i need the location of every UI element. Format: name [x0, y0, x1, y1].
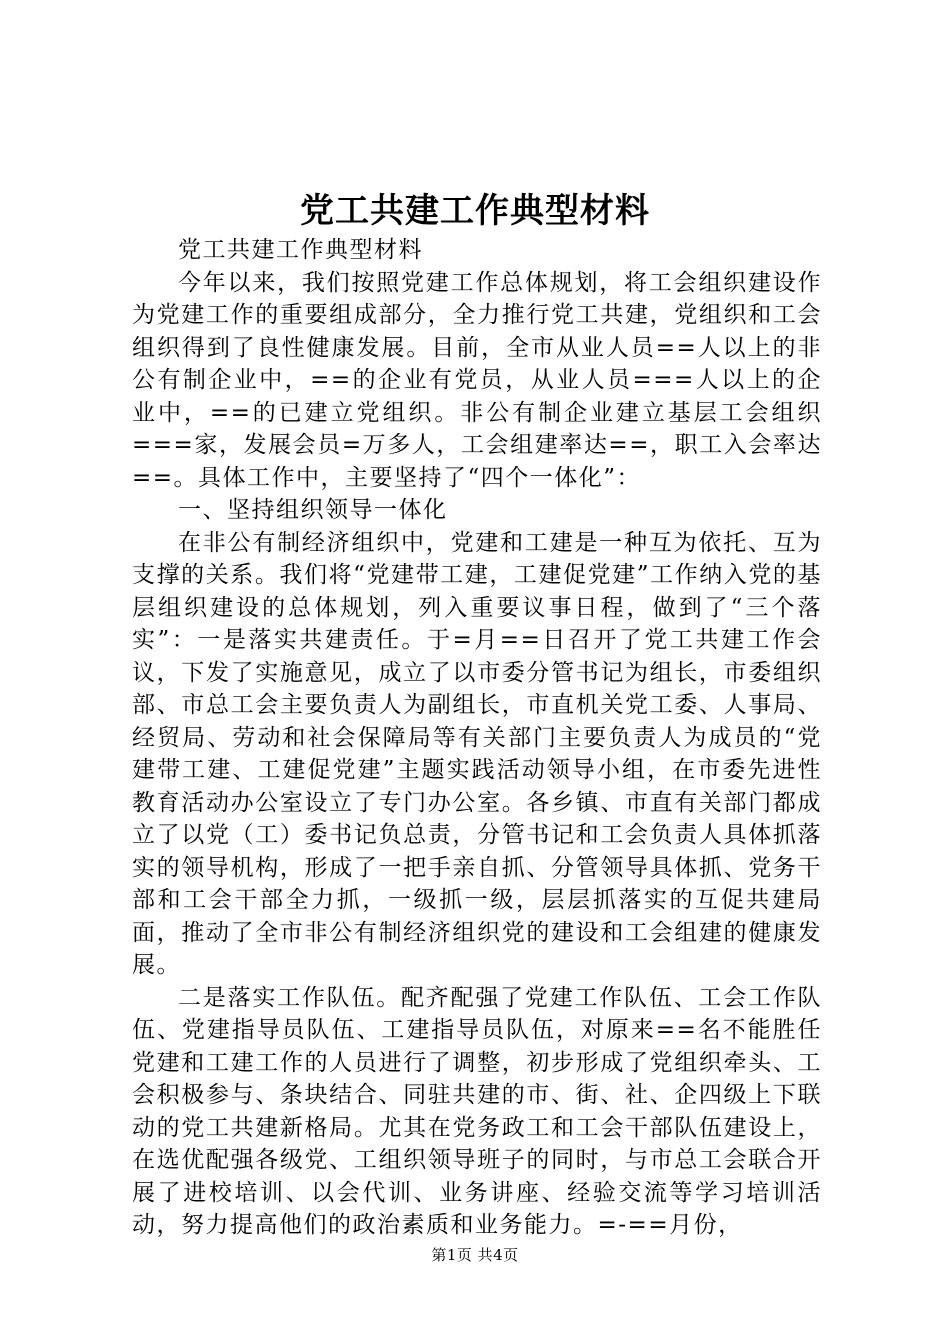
document-body [132, 234, 822, 1242]
page-footer: 第1页 共4页 [431, 1246, 519, 1264]
section-heading: 一、坚持组织领导一体化 [178, 497, 448, 523]
body-paragraph: 二是落实工作队伍。配齐配强了党建工作队伍、工会工作队伍、党建指导员队伍、工建指导员队伍，对原来==名不能胜任党建和工建工作的人员进行了调整，初步形成了党组织牵头、工会积极参与、条块结合、同驻共建的市、街、社、企四级上下联动的党工共建新格局。尤其在党务政工和工会干部队伍建设上，在选优配强各级党、工组织领导班子的同时，与市总工会联合开展了进校培训、以会代训、业务讲座、经验交流等学习培训活动，努力提高他们的政治素质和业务能力。=-==月份， [132, 984, 822, 1238]
body-paragraph: 在非公有制经济组织中，党建和工建是一种互为依托、互为支撑的关系。我们将“党建带工建，工建促党建”工作纳入党的基层组织建设的总体规划，列入重要议事日程，做到了“三个落实”：一是落实共建责任。于=月==日召开了党工共建工作会议，下发了实施意见，成立了以市委分管书记为组长，市委组织部、市总工会主要负责人为副组长，市直机关党工委、人事局、经贸局、劳动和社会保障局等有关部门主要负责人为成员的“党建带工建、工建促党建”主题实践活动领导小组，在市委先进性教育活动办公室设立了专门办公室。各乡镇、市直有关部门都成立了以党（工）委书记负总责，分管书记和工会负责人具体抓落实的领导机构，形成了一把手亲自抓、分管领导具体抓、党务干部和工会干部全力抓，一级抓一级，层层抓落实的互促共建局面，推动了全市非公有制经济组织党的建设和工会组建的健康发展。 [132, 529, 822, 978]
intro-paragraph: 今年以来，我们按照党建工作总体规划，将工会组织建设作为党建工作的重要组成部分，全力推行党工共建，党组织和工会组织得到了良性健康发展。目前，全市从业人员==人以上的非公有制企业中，==的企业有党员，从业人员===人以上的企业中，==的已建立党组织。非公有制企业建立基层工会组织===家，发展会员=万多人，工会组建率达==，职工入会率达==。具体工作中，主要坚持了“四个一体化”： [132, 269, 822, 491]
subtitle-paragraph: 党工共建工作典型材料 [178, 237, 423, 263]
document-title: 党工共建工作典型材料 [300, 191, 650, 231]
